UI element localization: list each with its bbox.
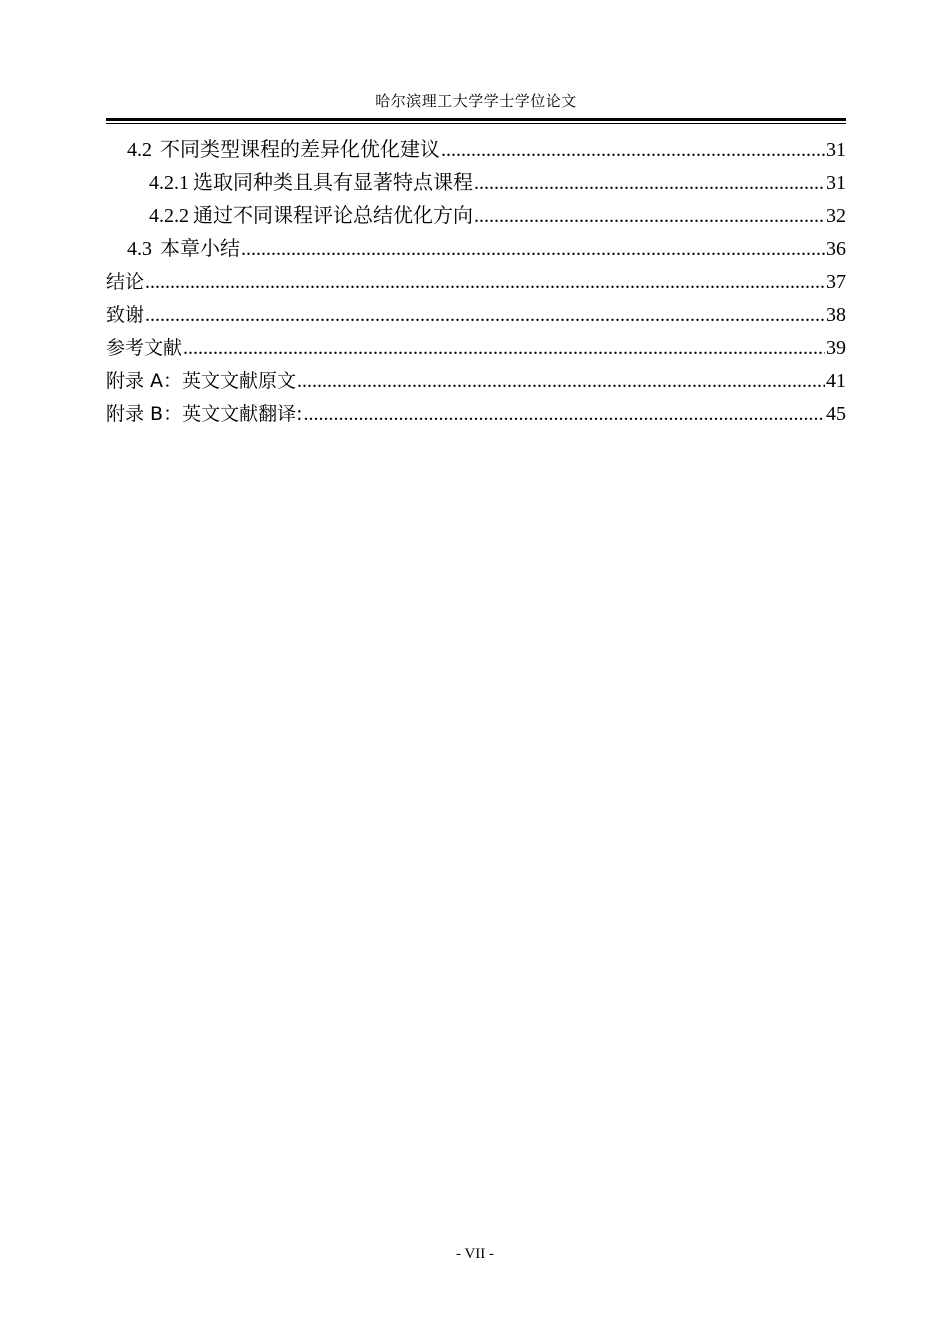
- toc-entry-number: 4.3: [127, 238, 152, 260]
- toc-entry-title: 本章小结: [160, 238, 240, 260]
- toc-entry-acknowledgements[interactable]: [106, 299, 846, 332]
- toc-entry-4-2-2[interactable]: [106, 200, 846, 233]
- toc-entry-page: 41: [826, 370, 846, 392]
- toc-dot-leader: [145, 299, 825, 332]
- toc-dot-leader: [183, 332, 825, 365]
- toc-entry-appendix-a[interactable]: [106, 365, 846, 398]
- toc-entry-conclusion[interactable]: [106, 266, 846, 299]
- toc-entry-4-3[interactable]: [106, 233, 846, 266]
- toc-dot-leader: [241, 233, 825, 266]
- toc-entry-page: 32: [826, 205, 846, 227]
- header-rule-thick: [106, 118, 846, 121]
- toc-entry-4-2[interactable]: [106, 134, 846, 167]
- toc-entry-title: 附录 A：英文文献原文: [106, 370, 297, 392]
- page-header: 哈尔滨理工大学学士学位论文: [375, 94, 577, 110]
- toc-entry-title: 参考文献: [106, 337, 183, 359]
- toc-entry-appendix-b[interactable]: [106, 398, 846, 431]
- header-rule-thin: [106, 123, 846, 124]
- toc-entry-page: 31: [826, 172, 846, 194]
- toc-entry-title: 致谢: [106, 304, 145, 326]
- toc-dot-leader: [303, 398, 825, 431]
- toc-dot-leader: [441, 134, 825, 167]
- toc-entry-title: 附录 B：英文文献翻译:: [106, 403, 303, 425]
- toc-dot-leader: [145, 266, 825, 299]
- toc-entry-title: 选取同种类且具有显著特点课程: [193, 172, 473, 194]
- page-number: - VII -: [455, 1246, 495, 1262]
- toc-entry-number: 4.2.2: [149, 205, 189, 227]
- table-of-contents: [106, 134, 846, 431]
- toc-dot-leader: [474, 167, 825, 200]
- toc-entry-page: 38: [826, 304, 846, 326]
- toc-entry-page: 37: [826, 271, 846, 293]
- toc-dot-leader: [474, 200, 825, 233]
- toc-entry-title: 通过不同课程评论总结优化方向: [193, 205, 473, 227]
- toc-entry-number: 4.2.1: [149, 172, 189, 194]
- toc-dot-leader: [297, 365, 825, 398]
- toc-entry-4-2-1[interactable]: [106, 167, 846, 200]
- toc-entry-page: 39: [826, 337, 846, 359]
- toc-entry-title: 结论: [106, 271, 145, 293]
- toc-entry-references[interactable]: [106, 332, 846, 365]
- toc-entry-title: 不同类型课程的差异化优化建议: [160, 139, 440, 161]
- toc-entry-page: 36: [826, 238, 846, 260]
- toc-entry-number: 4.2: [127, 139, 152, 161]
- toc-entry-page: 45: [826, 403, 846, 425]
- toc-entry-page: 31: [826, 139, 846, 161]
